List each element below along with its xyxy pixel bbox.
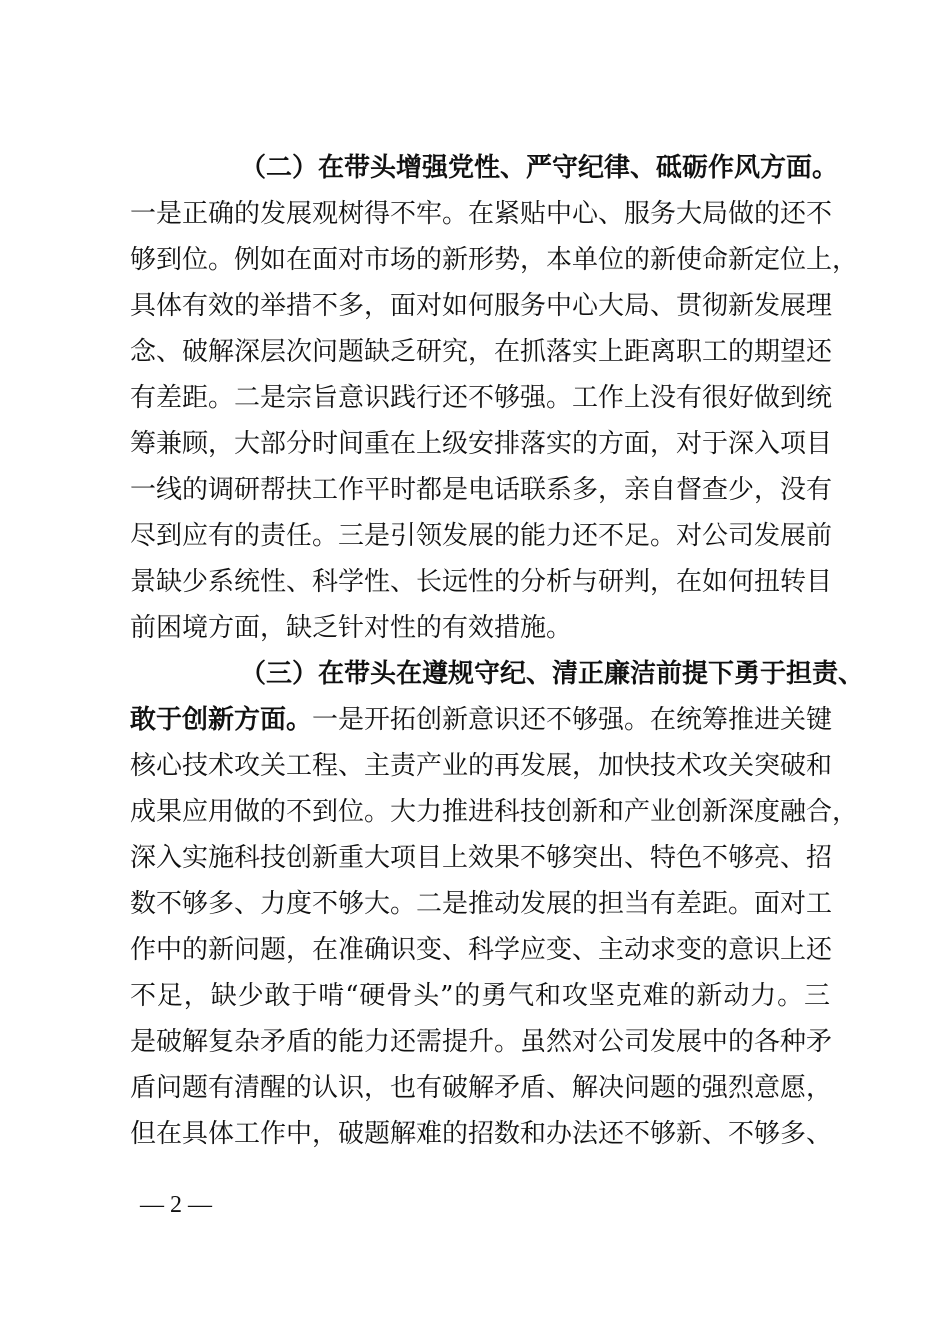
paragraph-line: 念、破解深层次问题缺乏研究，在抓落实上距离职工的期望还: [130, 337, 833, 367]
paragraph-line: 数不够多、力度不够大。二是推动发展的担当有差距。面对工: [130, 889, 833, 919]
page-number: — 2 —: [140, 1192, 212, 1218]
section-heading-3: （三）在带头在遵规守纪、清正廉洁前提下勇于担责、: [240, 659, 865, 689]
paragraph-line: 一是正确的发展观树得不牢。在紧贴中心、服务大局做的还不: [130, 199, 833, 229]
paragraph-line: 作中的新问题，在准确识变、科学应变、主动求变的意识上还: [130, 935, 833, 965]
paragraph-line: 够到位。例如在面对市场的新形势，本单位的新使命新定位上，: [130, 245, 859, 275]
paragraph-line: 成果应用做的不到位。大力推进科技创新和产业创新深度融合，: [130, 797, 859, 827]
section-heading-3-tail: 敢于创新方面。: [130, 705, 313, 735]
section-heading-2: （二）在带头增强党性、严守纪律、砥砺作风方面。: [240, 153, 839, 183]
paragraph-line: [130, 705, 833, 735]
paragraph-line: 盾问题有清醒的认识，也有破解矛盾、解决问题的强烈意愿，: [130, 1073, 833, 1103]
paragraph-line: 前困境方面，缺乏针对性的有效措施。: [130, 613, 573, 643]
paragraph-line: 但在具体工作中，破题解难的招数和办法还不够新、不够多、: [130, 1119, 833, 1149]
paragraph-line: 景缺少系统性、科学性、长远性的分析与研判，在如何扭转目: [130, 567, 833, 597]
paragraph-line: 不足，缺少敢于啃“硬骨头”的勇气和攻坚克难的新动力。三: [130, 981, 830, 1011]
paragraph-line: 一线的调研帮扶工作平时都是电话联系多，亲自督查少，没有: [130, 475, 833, 505]
paragraph-line: 筹兼顾，大部分时间重在上级安排落实的方面，对于深入项目: [130, 429, 833, 459]
paragraph-line: 有差距。二是宗旨意识践行还不够强。工作上没有很好做到统: [130, 383, 833, 413]
paragraph-line: 具体有效的举措不多，面对如何服务中心大局、贯彻新发展理: [130, 291, 833, 321]
paragraph-line: 尽到应有的责任。三是引领发展的能力还不足。对公司发展前: [130, 521, 833, 551]
paragraph-line: 是破解复杂矛盾的能力还需提升。虽然对公司发展中的各种矛: [130, 1027, 833, 1057]
paragraph-line: 深入实施科技创新重大项目上效果不够突出、特色不够亮、招: [130, 843, 833, 873]
paragraph-line: 核心技术攻关工程、主责产业的再发展，加快技术攻关突破和: [130, 751, 833, 781]
paragraph-text: 一是开拓创新意识还不够强。在统筹推进关键: [312, 705, 833, 735]
